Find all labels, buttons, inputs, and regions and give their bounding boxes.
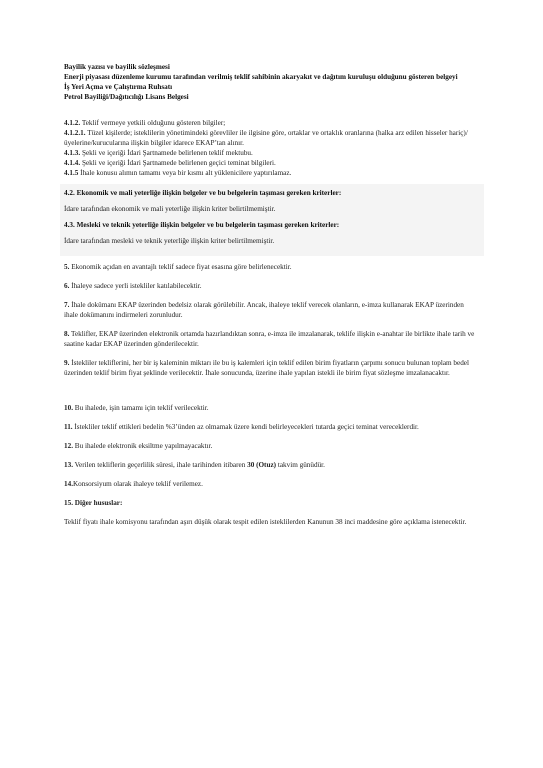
section-4-3-text: İdare tarafından mesleki ve teknik yeterliğe ilişkin kriter belirtilmemiştir. <box>64 237 275 245</box>
item-7: 7. İhale dokümanı EKAP üzerinden bedelsiz olarak görülebilir. Ancak, ihaleye teklif verecek olanların, e-imza kullanarak EKAP üzerinden ihale dokümanını indirmeleri zorunludur. <box>64 301 464 319</box>
clause-4-1-4: 4.1.4. Şekli ve içeriği İdari Şartnamede belirlenen geçici teminat bilgileri. <box>64 159 276 167</box>
clause-4-1-5: 4.1.5 İhale konusu alımın tamamı veya bir kısmı alt yüklenicilere yaptırılamaz. <box>64 169 292 177</box>
clause-4-1-2-1: 4.1.2.1. Tüzel kişilerde; isteklilerin yönetimindeki görevliler ile ilgisine göre, ortaklar ve ortaklık oranlarına (halka arz edilen hisseler hariç)/üyelerine/kurucularına ilişkin bilgiler idarece EKAP’tan alınır. <box>64 129 468 147</box>
section-4-1 <box>64 118 476 178</box>
header-line: Enerji piyasası düzenleme kurumu tarafından verilmiş teklif sahibinin akaryakıt ve dağıtım kuruluşu olduğunu gösteren belgeyi <box>64 73 458 81</box>
clause-4-1-2: 4.1.2. Teklif vermeye yetkili olduğunu gösteren bilgiler; <box>64 119 226 127</box>
item-9: 9. İstekliler tekliflerini, her bir iş kaleminin miktarı ile bu iş kalemleri için teklif edilen birim fiyatların çarpımı sonucu bulunan toplam bedel üzerinden teklif birim fiyat şeklinde verilecektir. İhale sonucunda, üzerine ihale yapılan istekli ile birim fiyat sözleşme imzalanacaktır. <box>64 359 469 377</box>
section-15 <box>64 498 476 527</box>
item-13: 13. Verilen tekliflerin geçerlilik süresi, ihale tarihinden itibaren 30 (Otuz) takvim günüdür. <box>64 461 325 469</box>
header-line: Bayilik yazısı ve bayilik sözleşmesi <box>64 63 170 71</box>
item-11: 11. İstekliler teklif ettikleri bedelin %3’ünden az olmamak üzere kendi belirleyecekleri tutarda geçici teminat vereceklerdir. <box>64 423 419 431</box>
item-14: 14.Konsorsiyum olarak ihaleye teklif verilemez. <box>64 480 203 488</box>
section-4-2-title: 4.2. Ekonomik ve mali yeterliğe ilişkin belgeler ve bu belgelerin taşıması gereken kriterler: <box>64 189 342 197</box>
section-4-2-4-3-box <box>60 184 484 256</box>
header-line: İş Yeri Açma ve Çalıştırma Ruhsatı <box>64 83 173 91</box>
section-4-2-text: İdare tarafından ekonomik ve mali yeterliğe ilişkin kriter belirtilmemiştir. <box>64 205 276 213</box>
clause-4-1-3: 4.1.3. Şekli ve içeriği İdari Şartnamede belirlenen teklif mektubu. <box>64 149 253 157</box>
item-12: 12. Bu ihalede elektronik eksiltme yapılmayacaktır. <box>64 442 213 450</box>
item-10: 10. Bu ihalede, işin tamamı için teklif verilecektir. <box>64 404 209 412</box>
section-4-3-title: 4.3. Mesleki ve teknik yeterliğe ilişkin belgeler ve bu belgelerin taşıması gereken kriterler: <box>64 221 340 229</box>
item-6: 6. İhaleye sadece yerli istekliler katılabilecektir. <box>64 282 202 290</box>
item-5: 5. Ekonomik açıdan en avantajlı teklif sadece fiyat esasına göre belirlenecektir. <box>64 263 292 271</box>
document-page <box>64 62 476 536</box>
item-8: 8. Teklifler, EKAP üzerinden elektronik ortamda hazırlandıktan sonra, e-imza ile imzalanarak, teklife ilişkin e-anahtar ile birlikte ihale tarih ve saatine kadar EKAP üzerinden gönderilecektir. <box>64 330 475 348</box>
header-line: Petrol Bayiliği/Dağıtıcılığı Lisans Belgesi <box>64 93 189 101</box>
section-15-title: 15. Diğer hususlar: <box>64 499 123 507</box>
header-block <box>64 62 476 102</box>
section-15-text: Teklif fiyatı ihale komisyonu tarafından aşırı düşük olarak tespit edilen isteklilerden Kanunun 38 inci maddesine göre açıklama istenecektir. <box>64 518 467 526</box>
